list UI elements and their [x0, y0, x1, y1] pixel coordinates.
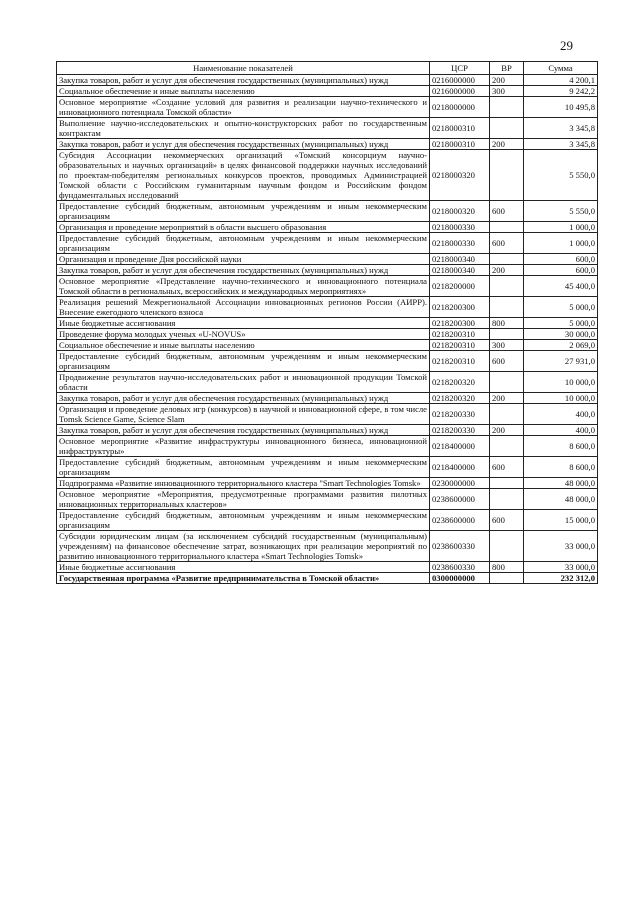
row-vr: 300: [490, 86, 524, 97]
row-csr: 0218400000: [430, 436, 490, 457]
row-sum: 5 000,0: [524, 318, 598, 329]
table-row: [57, 233, 598, 254]
row-name: Основное мероприятие «Создание условий для развития и реализации научно-технического и инновационного потенциала Томской области»: [57, 97, 430, 118]
row-csr: 0218200310: [430, 329, 490, 340]
row-name: Выполнение научно-исследовательских и опытно-конструкторских работ по государственным контрактам: [57, 118, 430, 139]
row-name: Организация и проведение деловых игр (конкурсов) в научной и инновационной сфере, в том числе Tomsk Science Game, Science Slam: [57, 404, 430, 425]
row-csr: 0218000340: [430, 265, 490, 276]
row-vr: [490, 297, 524, 318]
row-name: Закупка товаров, работ и услуг для обеспечения государственных (муниципальных) нужд: [57, 393, 430, 404]
budget-table: [56, 61, 598, 584]
row-sum: 15 000,0: [524, 510, 598, 531]
table-row: [57, 457, 598, 478]
row-csr: 0218200330: [430, 404, 490, 425]
row-sum: 48 000,0: [524, 489, 598, 510]
table-row: [57, 201, 598, 222]
header-csr: ЦСР: [430, 62, 490, 75]
row-csr: 0218400000: [430, 457, 490, 478]
row-csr: 0218200000: [430, 276, 490, 297]
row-vr: [490, 478, 524, 489]
row-sum: 45 400,0: [524, 276, 598, 297]
row-vr: 200: [490, 425, 524, 436]
row-sum: 4 200,1: [524, 75, 598, 86]
row-vr: [490, 150, 524, 201]
row-name: Предоставление субсидий бюджетным, автономным учреждениям и иным некоммерческим организациям: [57, 510, 430, 531]
table-row: [57, 478, 598, 489]
table-row: [57, 118, 598, 139]
row-csr: 0238600330: [430, 531, 490, 562]
row-name: Иные бюджетные ассигнования: [57, 318, 430, 329]
row-csr: 0218200330: [430, 425, 490, 436]
row-vr: 600: [490, 510, 524, 531]
table-row: [57, 139, 598, 150]
row-vr: [490, 404, 524, 425]
row-vr: [490, 372, 524, 393]
row-name: Продвижение результатов научно-исследовательских работ и инновационной продукции Томской области: [57, 372, 430, 393]
row-name: Иные бюджетные ассигнования: [57, 562, 430, 573]
row-sum: 10 000,0: [524, 372, 598, 393]
row-vr: [490, 489, 524, 510]
row-csr: 0216000000: [430, 86, 490, 97]
table-body: [57, 75, 598, 584]
row-vr: 300: [490, 340, 524, 351]
row-name: Организация и проведение мероприятий в области высшего образования: [57, 222, 430, 233]
row-sum: 1 000,0: [524, 222, 598, 233]
row-vr: [490, 531, 524, 562]
row-sum: 33 000,0: [524, 562, 598, 573]
row-csr: 0238600330: [430, 562, 490, 573]
table-row: [57, 150, 598, 201]
table-row: [57, 97, 598, 118]
row-sum: 2 069,0: [524, 340, 598, 351]
row-sum: 3 345,8: [524, 139, 598, 150]
header-sum: Сумма: [524, 62, 598, 75]
row-sum: 5 550,0: [524, 150, 598, 201]
table-row: [57, 510, 598, 531]
row-vr: 600: [490, 457, 524, 478]
row-csr: 0218200320: [430, 372, 490, 393]
row-name: Закупка товаров, работ и услуг для обеспечения государственных (муниципальных) нужд: [57, 425, 430, 436]
row-csr: 0218200310: [430, 351, 490, 372]
row-sum: 5 000,0: [524, 297, 598, 318]
row-sum: 400,0: [524, 425, 598, 436]
table-row: [57, 393, 598, 404]
row-sum: 48 000,0: [524, 478, 598, 489]
row-csr: 0218200320: [430, 393, 490, 404]
row-csr: 0230000000: [430, 478, 490, 489]
row-csr: 0218200300: [430, 318, 490, 329]
row-vr: [490, 97, 524, 118]
table-row: [57, 372, 598, 393]
table-row: [57, 340, 598, 351]
row-vr: 600: [490, 351, 524, 372]
table-row: [57, 573, 598, 584]
row-vr: 800: [490, 318, 524, 329]
row-sum: 33 000,0: [524, 531, 598, 562]
table-row: [57, 425, 598, 436]
row-name: Предоставление субсидий бюджетным, автономным учреждениям и иным некоммерческим организациям: [57, 351, 430, 372]
row-name: Предоставление субсидий бюджетным, автономным учреждениям и иным некоммерческим организациям: [57, 233, 430, 254]
row-sum: 30 000,0: [524, 329, 598, 340]
table-row: [57, 531, 598, 562]
row-csr: 0218000310: [430, 118, 490, 139]
row-csr: 0300000000: [430, 573, 490, 584]
row-csr: 0218000320: [430, 201, 490, 222]
row-sum: 9 242,2: [524, 86, 598, 97]
row-vr: [490, 573, 524, 584]
row-name: Предоставление субсидий бюджетным, автономным учреждениям и иным некоммерческим организациям: [57, 457, 430, 478]
row-vr: [490, 222, 524, 233]
row-sum: 600,0: [524, 265, 598, 276]
table-row: [57, 75, 598, 86]
row-name: Проведение форума молодых ученых «U-NOVUS»: [57, 329, 430, 340]
row-csr: 0218000330: [430, 222, 490, 233]
row-name: Организация и проведение Дня российской науки: [57, 254, 430, 265]
row-sum: 400,0: [524, 404, 598, 425]
row-vr: [490, 436, 524, 457]
row-csr: 0238600000: [430, 489, 490, 510]
row-vr: 600: [490, 201, 524, 222]
row-vr: [490, 118, 524, 139]
header-name: Наименование показателей: [57, 62, 430, 75]
page-number: 29: [560, 38, 573, 53]
table-row: [57, 276, 598, 297]
table-header-row: [57, 62, 598, 75]
row-vr: [490, 276, 524, 297]
table-row: [57, 329, 598, 340]
row-csr: 0218000320: [430, 150, 490, 201]
row-csr: 0218000000: [430, 97, 490, 118]
row-sum: 232 312,0: [524, 573, 598, 584]
row-sum: 1 000,0: [524, 233, 598, 254]
row-name: Закупка товаров, работ и услуг для обеспечения государственных (муниципальных) нужд: [57, 139, 430, 150]
row-name: Социальное обеспечение и иные выплаты населению: [57, 340, 430, 351]
table-row: [57, 318, 598, 329]
row-sum: 8 600,0: [524, 457, 598, 478]
table-row: [57, 86, 598, 97]
row-name: Основное мероприятие «Развитие инфраструктуры инновационного бизнеса, инновационной инфраструктуры»: [57, 436, 430, 457]
row-sum: 3 345,8: [524, 118, 598, 139]
table-row: [57, 404, 598, 425]
header-vr: ВР: [490, 62, 524, 75]
table-row: [57, 489, 598, 510]
table-row: [57, 436, 598, 457]
table-row: [57, 222, 598, 233]
row-name: Закупка товаров, работ и услуг для обеспечения государственных (муниципальных) нужд: [57, 265, 430, 276]
row-sum: 10 495,8: [524, 97, 598, 118]
row-csr: 0218200310: [430, 340, 490, 351]
row-sum: 600,0: [524, 254, 598, 265]
row-vr: 200: [490, 139, 524, 150]
row-name: Субсидия Ассоциации некоммерческих организаций «Томский консорциум научно-образовательных и научных организаций» в целях финансовой поддержки научных исследований по проектам-победителям региональных конкурсов проектов, проводимых Администрацией Томской области с Российским гуманитарным научным фондом и Российским фондом фундаментальных исследований: [57, 150, 430, 201]
row-name: Закупка товаров, работ и услуг для обеспечения государственных (муниципальных) нужд: [57, 75, 430, 86]
row-sum: 5 550,0: [524, 201, 598, 222]
row-csr: 0218200300: [430, 297, 490, 318]
row-csr: 0216000000: [430, 75, 490, 86]
row-name: Социальное обеспечение и иные выплаты населению: [57, 86, 430, 97]
table-row: [57, 297, 598, 318]
row-name: Основное мероприятие «Представление научно-технического и инновационного потенциала Томской области в региональных, всероссийских и международных мероприятиях»: [57, 276, 430, 297]
row-vr: [490, 254, 524, 265]
row-sum: 8 600,0: [524, 436, 598, 457]
row-name: Предоставление субсидий бюджетным, автономным учреждениям и иным некоммерческим организациям: [57, 201, 430, 222]
row-vr: 600: [490, 233, 524, 254]
row-vr: 800: [490, 562, 524, 573]
row-csr: 0218000340: [430, 254, 490, 265]
row-vr: 200: [490, 265, 524, 276]
row-vr: 200: [490, 75, 524, 86]
table-row: [57, 254, 598, 265]
row-name: Подпрограмма «Развитие инновационного территориального кластера "Smart Technologies Tomsk»: [57, 478, 430, 489]
table-row: [57, 351, 598, 372]
row-csr: 0218000330: [430, 233, 490, 254]
table-row: [57, 562, 598, 573]
table-row: [57, 265, 598, 276]
row-name: Субсидии юридическим лицам (за исключением субсидий государственным (муниципальным) учреждениям) на финансовое обеспечение затрат, возникающих при реализации мероприятий по развитию инновационного территориального кластера «Smart Technologies Tomsk»: [57, 531, 430, 562]
row-name: Основное мероприятие «Мероприятия, предусмотренные программами развития пилотных инновационных территориальных кластеров»: [57, 489, 430, 510]
row-name: Государственная программа «Развитие предпринимательства в Томской области»: [57, 573, 430, 584]
row-sum: 10 000,0: [524, 393, 598, 404]
row-sum: 27 931,0: [524, 351, 598, 372]
row-csr: 0218000310: [430, 139, 490, 150]
row-name: Реализация решений Межрегиональной Ассоциации инновационных регионов России (АИРР). Внесение ежегодного членского взноса: [57, 297, 430, 318]
row-csr: 0238600000: [430, 510, 490, 531]
row-vr: 200: [490, 393, 524, 404]
row-vr: [490, 329, 524, 340]
